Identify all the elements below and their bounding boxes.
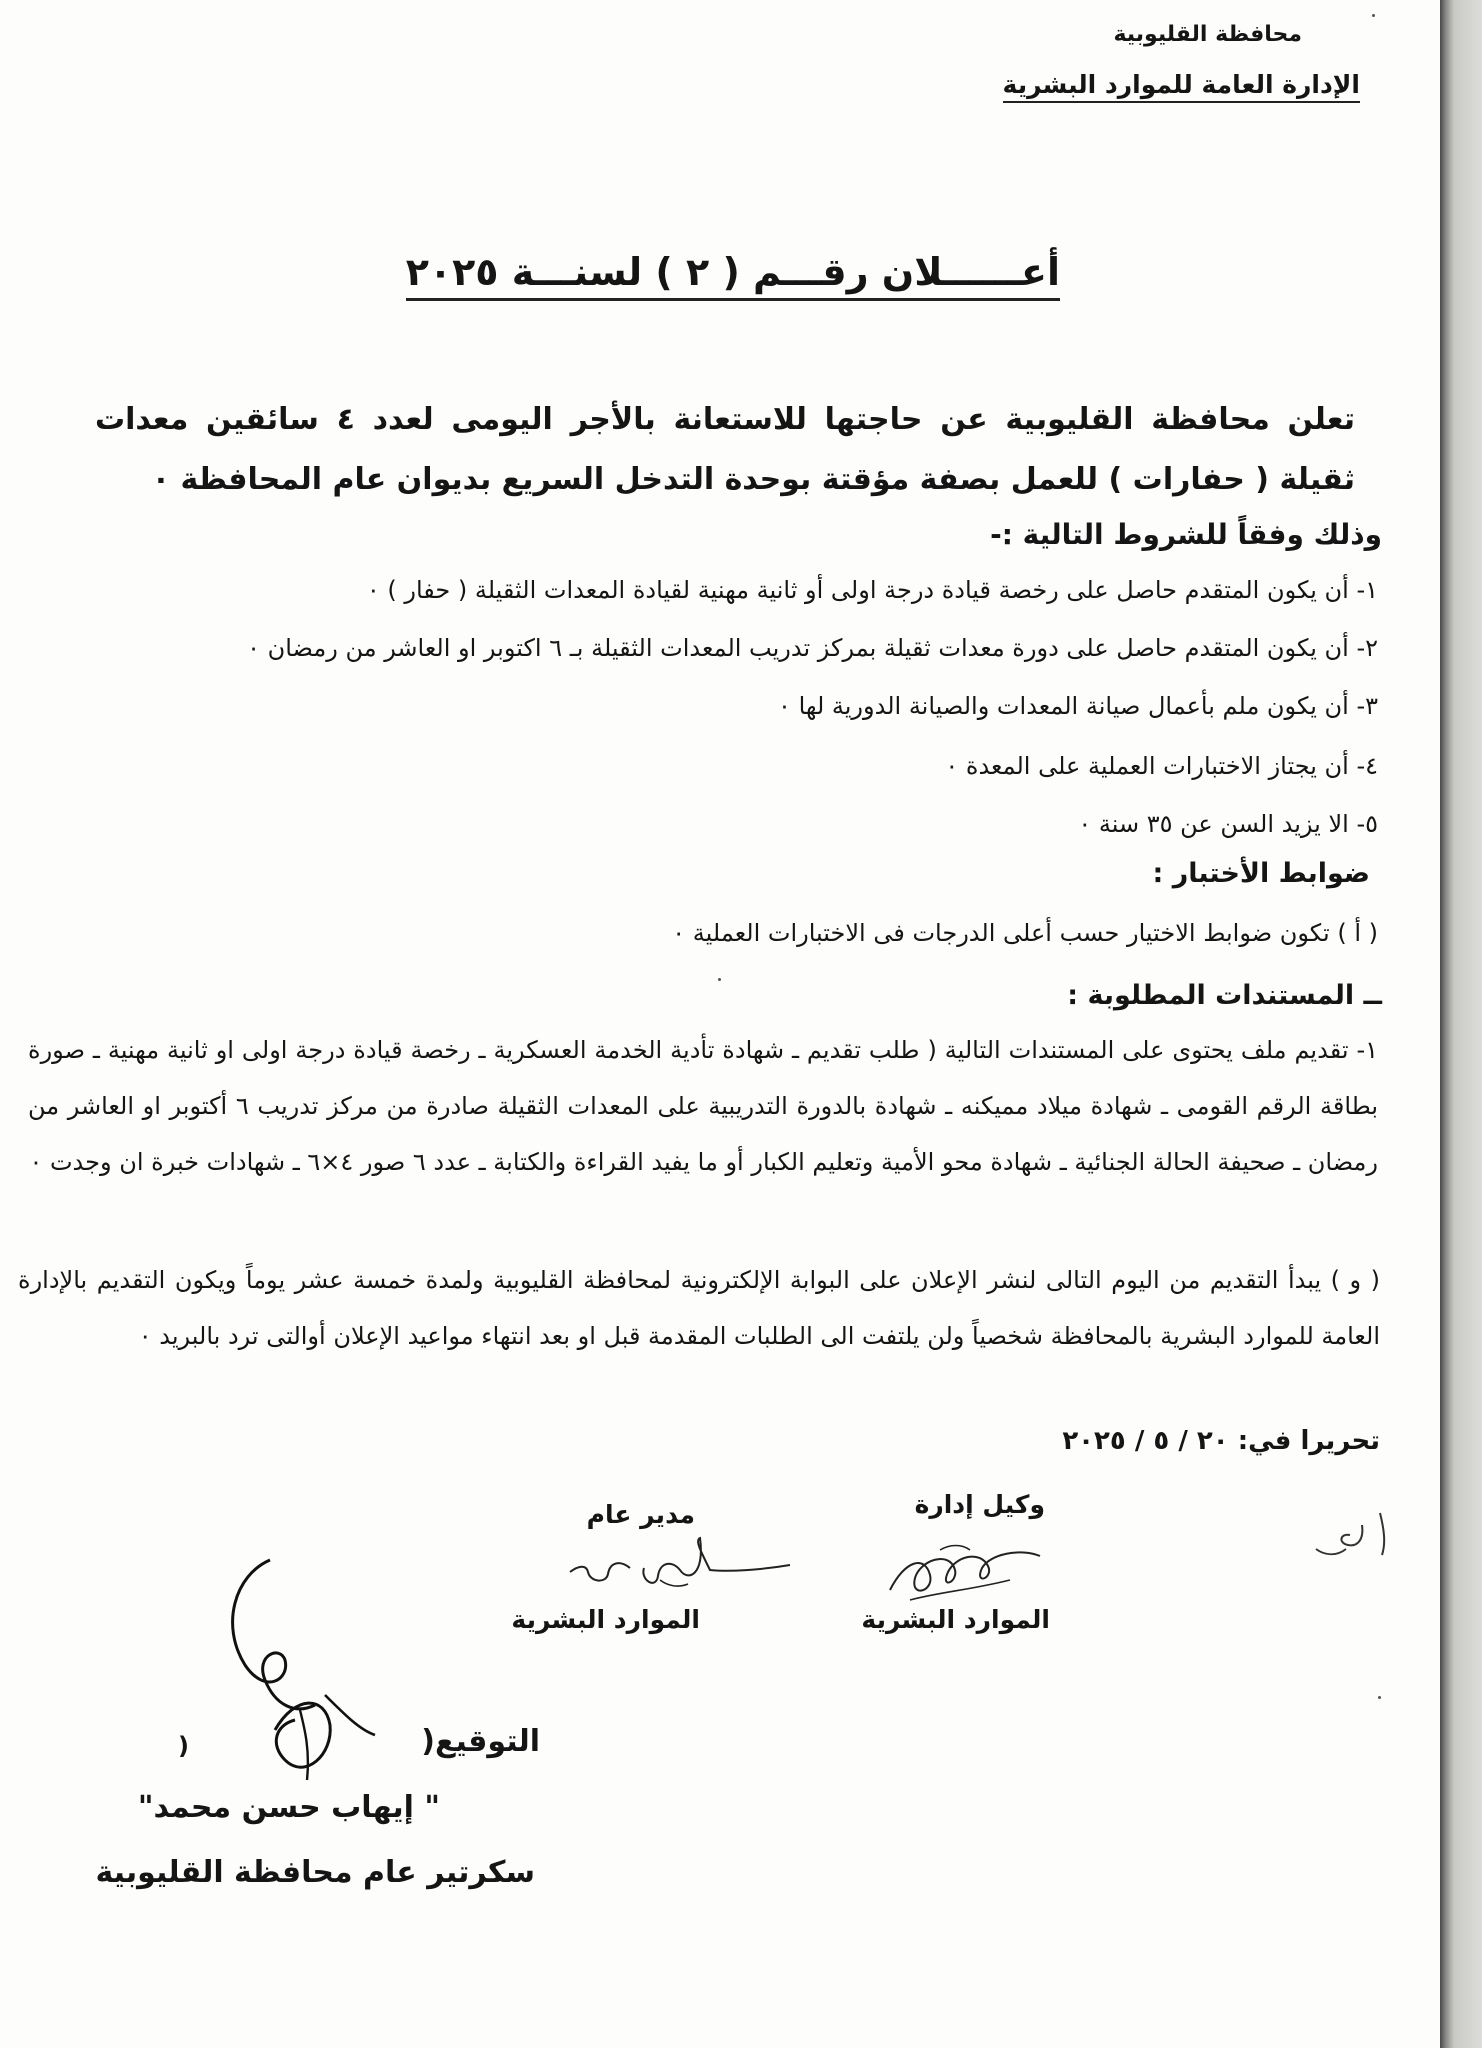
documents-heading: ــ المستندات المطلوبة :: [1067, 980, 1382, 1011]
issue-date: تحريرا في: ٢٠ / ٥ / ٢٠٢٥: [1062, 1426, 1380, 1456]
signature-close-paren: ): [178, 1732, 189, 1760]
page-edge-shadow: [1440, 0, 1482, 2048]
condition-item: ٤- أن يجتاز الاختبارات العملية على المعدة ٠: [945, 752, 1378, 780]
condition-item: ٢- أن يكون المتقدم حاصل على دورة معدات ثقيلة بمركز تدريب المعدات الثقيلة بـ ٦ اكتوبر او العاشر من رمضان ٠: [247, 634, 1378, 662]
handwritten-mark-icon: [1310, 1505, 1400, 1565]
speck: [1372, 14, 1375, 17]
deputy-signature-icon: [870, 1520, 1070, 1610]
selection-item: ( أ ) تكون ضوابط الاختيار حسب أعلى الدرجات فى الاختبارات العملية ٠: [672, 919, 1378, 947]
deputy-title: وكيل إدارة: [914, 1490, 1045, 1519]
director-signature-icon: [560, 1520, 800, 1610]
announcement-title: أعــــــلان رقـــم ( ٢ ) لسنـــة ٢٠٢٥: [406, 250, 1060, 301]
selection-heading: ضوابط الأختبار :: [1152, 858, 1370, 889]
signature-label: التوقيع(: [421, 1724, 540, 1759]
condition-item: ٥- الا يزيد السن عن ٣٥ سنة ٠: [1078, 810, 1378, 838]
secretary-title: سكرتير عام محافظة القليوبية: [95, 1855, 535, 1890]
documents-item-1-text: ١- تقديم ملف يحتوى على المستندات التالية ( طلب تقديم ـ شهادة تأدية الخدمة العسكرية ـ رخصة قيادة درجة اولى او ثانية مهنية ـ صورة بطاقة الرقم القومى ـ شهادة ميلاد مميكنه ـ شهادة بالدورة التدريبية على المعدات الثقيلة صادرة من مركز تدريب ٦ أكتوبر او العاشر من رمضان ـ صحيفة الحالة الجنائية ـ شهادة محو الأمية وتعليم الكبار أو ما يفيد القراءة والكتابة ـ عدد ٦ صور ٤×٦ ـ شهادات خبرة ان وجدت ٠: [28, 1036, 1378, 1176]
speck: [718, 978, 721, 981]
documents-item-1: [28, 1022, 1378, 1190]
conditions-heading: وذلك وفقاً للشروط التالية :-: [990, 518, 1382, 551]
governorate-name: محافظة القليوبية: [1113, 22, 1302, 47]
department-name: الإدارة العامة للموارد البشرية: [1003, 70, 1360, 103]
announcement-intro: تعلن محافظة القليوبية عن حاجتها للاستعانة بالأجر اليومى لعدد ٤ سائقين معدات ثقيلة ( حفارات ) للعمل بصفة مؤقتة بوحدة التدخل السريع بديوان عام المحافظة ٠: [95, 402, 1355, 497]
director-title: مدير عام: [586, 1500, 695, 1529]
condition-item: ٣- أن يكون ملم بأعمال صيانة المعدات والصيانة الدورية لها ٠: [778, 692, 1378, 720]
documents-item-2: [18, 1252, 1380, 1364]
condition-item: ١- أن يكون المتقدم حاصل على رخصة قيادة درجة اولى أو ثانية مهنية لقيادة المعدات الثقيلة ( حفار ) ٠: [366, 576, 1378, 604]
documents-item-2-text: ( و ) يبدأ التقديم من اليوم التالى لنشر الإعلان على البوابة الإلكترونية لمحافظة القليوبية ولمدة خمسة عشر يوماً ويكون التقديم بالإدارة العامة للموارد البشرية بالمحافظة شخصياً ولن يلتفت الى الطلبات المقدمة قبل او بعد انتهاء مواعيد الإعلان أوالتى ترد بالبريد ٠: [18, 1266, 1380, 1350]
speck: [1378, 1696, 1381, 1699]
deputy-department: الموارد البشرية: [861, 1605, 1050, 1634]
director-department: الموارد البشرية: [511, 1605, 700, 1634]
secretary-name: " إيهاب حسن محمد": [137, 1790, 440, 1825]
secretary-signature-icon: [215, 1555, 385, 1785]
